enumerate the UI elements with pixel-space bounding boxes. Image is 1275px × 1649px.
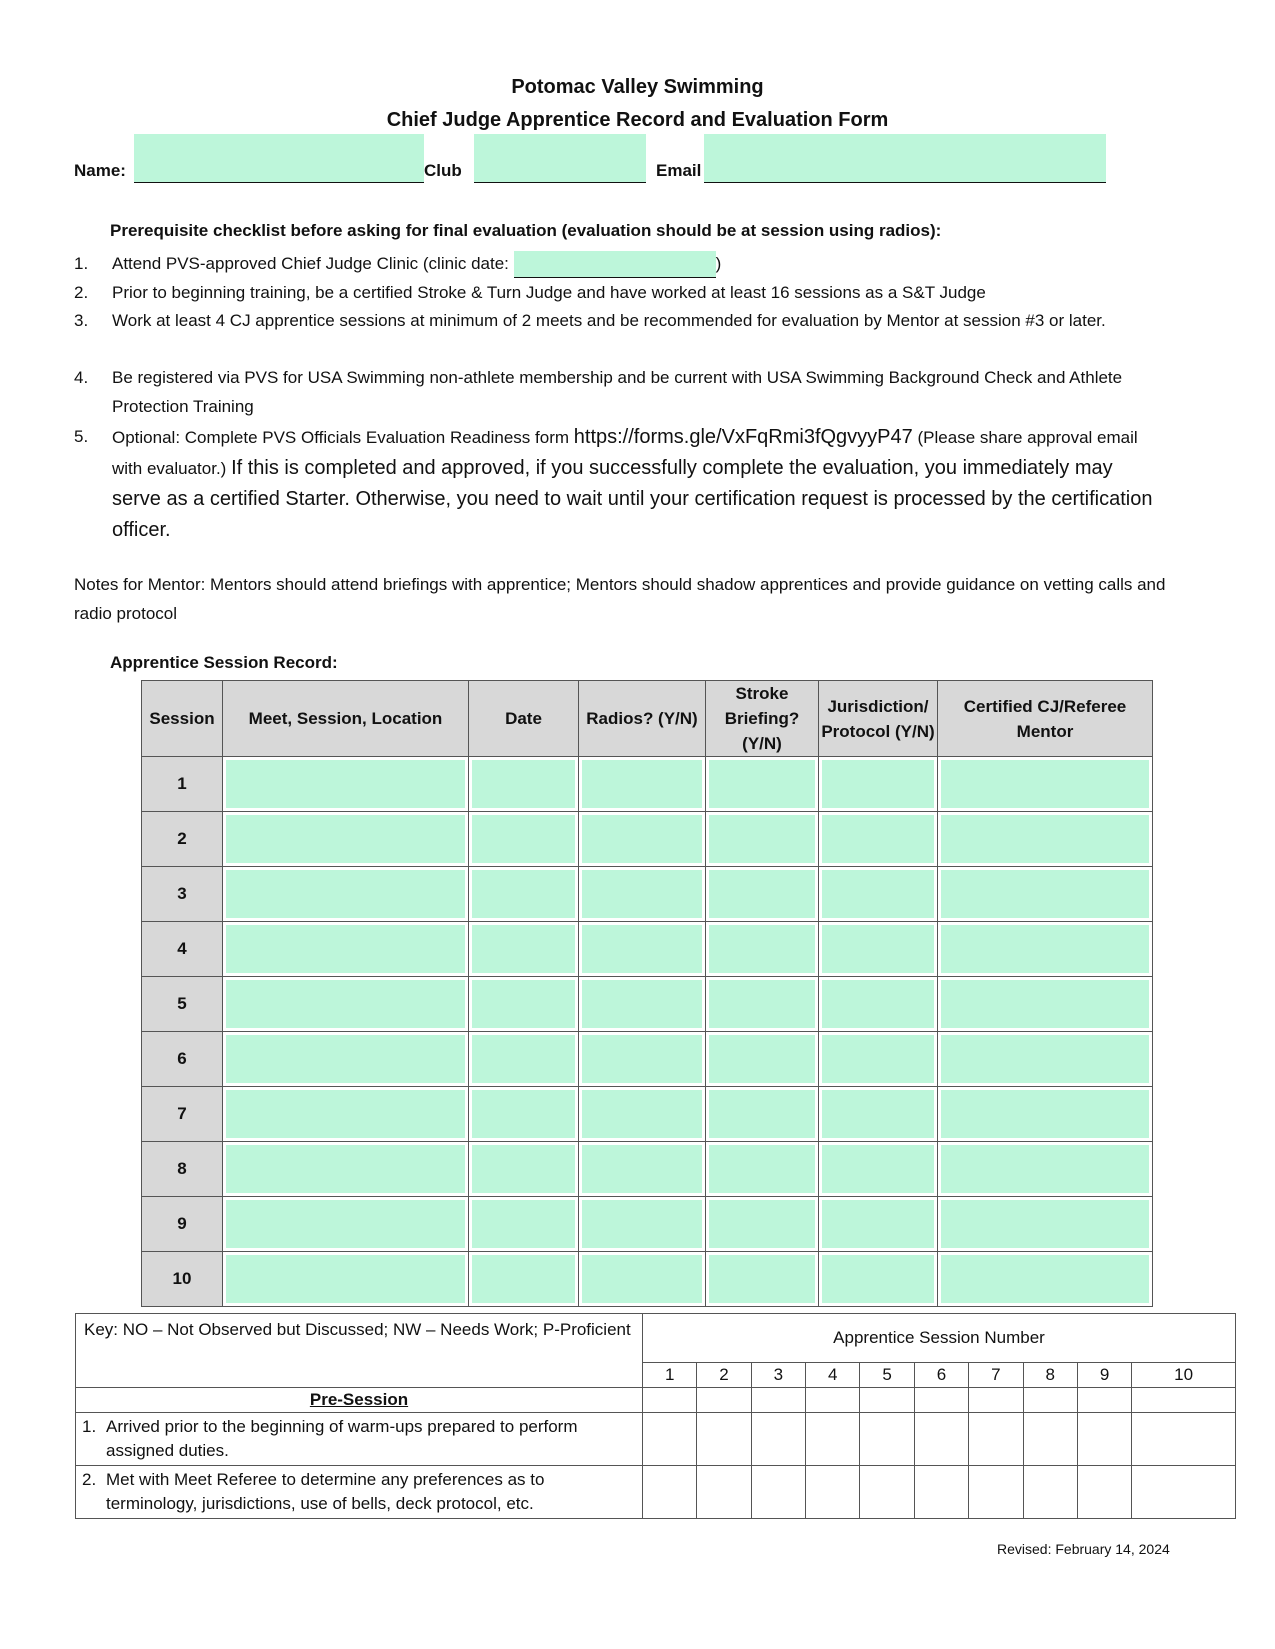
- session-date-cell: [469, 977, 579, 1032]
- prereq-num-2: 2.: [74, 283, 89, 302]
- session-stroke-briefing-cell: [706, 1032, 819, 1087]
- clinic-date-close: ): [715, 254, 722, 273]
- eval-score-cell: [1132, 1413, 1236, 1466]
- section-row: [76, 1388, 1236, 1413]
- session-meet-cell: [223, 812, 469, 867]
- session-mentor-field[interactable]: [941, 1200, 1149, 1248]
- session-stroke-briefing-field[interactable]: [709, 925, 815, 973]
- session-date-field[interactable]: [472, 815, 575, 863]
- session-jurisdiction-field[interactable]: [822, 1255, 934, 1303]
- session-radios-field[interactable]: [582, 815, 702, 863]
- mentor-notes: Notes for Mentor: Mentors should attend briefings with apprentice; Mentors should shadow apprentices and provide guidance on vetting calls and radio protocol: [74, 575, 1166, 623]
- session-record-heading: Apprentice Session Record:: [110, 653, 338, 672]
- session-number: 10: [142, 1252, 223, 1307]
- session-date-field[interactable]: [472, 1090, 575, 1138]
- session-number-header: 8: [1023, 1363, 1077, 1388]
- session-radios-field[interactable]: [582, 760, 702, 808]
- session-meet-field[interactable]: [226, 1200, 465, 1248]
- col-session: Session: [142, 681, 223, 757]
- session-date-field[interactable]: [472, 925, 575, 973]
- eval-score-cell: [1023, 1466, 1077, 1519]
- session-jurisdiction-cell: [819, 1142, 938, 1197]
- session-number-header: 2: [697, 1363, 751, 1388]
- session-stroke-briefing-cell: [706, 922, 819, 977]
- session-stroke-briefing-field[interactable]: [709, 1035, 815, 1083]
- session-meet-cell: [223, 1197, 469, 1252]
- eval-score-cell: [806, 1413, 860, 1466]
- eval-score-cell: [1077, 1466, 1131, 1519]
- session-date-field[interactable]: [472, 760, 575, 808]
- session-row: [142, 1252, 1153, 1307]
- session-row: [142, 1032, 1153, 1087]
- eval-score-cell: [1077, 1413, 1131, 1466]
- session-radios-field[interactable]: [582, 1200, 702, 1248]
- session-mentor-cell: [938, 1252, 1153, 1307]
- session-stroke-briefing-field[interactable]: [709, 870, 815, 918]
- session-date-cell: [469, 922, 579, 977]
- eval-score-cell: [643, 1413, 697, 1466]
- session-radios-field[interactable]: [582, 925, 702, 973]
- eval-item-text: Arrived prior to the beginning of warm-ups prepared to perform assigned duties.: [106, 1417, 578, 1460]
- session-stroke-briefing-field[interactable]: [709, 980, 815, 1028]
- session-date-field[interactable]: [472, 1035, 575, 1083]
- readiness-form-link[interactable]: https://forms.gle/VxFqRmi3fQgvyyP47: [573, 426, 913, 448]
- prereq-item-3: Work at least 4 CJ apprentice sessions at minimum of 2 meets and be recommended for evaluation by Mentor at session #3 or later.: [112, 311, 1106, 330]
- session-radios-cell: [579, 1252, 706, 1307]
- email-label: Email: [656, 161, 702, 180]
- session-jurisdiction-cell: [819, 922, 938, 977]
- session-jurisdiction-field[interactable]: [822, 815, 934, 863]
- prereq-starter-note: If this is completed and approved, if you successfully complete the evaluation, you immediately may serve as a certified Starter. Otherwise, you need to wait until your certification request is processed by the certification officer.: [112, 457, 1153, 541]
- session-row: [142, 1142, 1153, 1197]
- session-number-header: 1: [643, 1363, 697, 1388]
- session-meet-field[interactable]: [226, 1145, 465, 1193]
- eval-score-cell: [969, 1466, 1023, 1519]
- session-number-title: Apprentice Session Number: [643, 1314, 1236, 1363]
- session-stroke-briefing-field[interactable]: [709, 1090, 815, 1138]
- eval-item-number: 1.: [82, 1417, 97, 1436]
- session-number-header: 5: [860, 1363, 914, 1388]
- session-mentor-cell: [938, 812, 1153, 867]
- session-date-cell: [469, 757, 579, 812]
- session-stroke-briefing-cell: [706, 812, 819, 867]
- eval-score-cell: [914, 1413, 968, 1466]
- session-date-cell: [469, 812, 579, 867]
- eval-score-cell: [860, 1466, 914, 1519]
- session-row: [142, 977, 1153, 1032]
- session-radios-cell: [579, 812, 706, 867]
- session-stroke-briefing-cell: [706, 1197, 819, 1252]
- session-meet-cell: [223, 922, 469, 977]
- session-mentor-cell: [938, 1197, 1153, 1252]
- session-jurisdiction-field[interactable]: [822, 760, 934, 808]
- session-mentor-field[interactable]: [941, 1145, 1149, 1193]
- session-stroke-briefing-field[interactable]: [709, 1145, 815, 1193]
- section-score-cell: [697, 1388, 751, 1413]
- session-jurisdiction-cell: [819, 812, 938, 867]
- eval-score-cell: [643, 1466, 697, 1519]
- session-number: 9: [142, 1197, 223, 1252]
- eval-score-cell: [1132, 1466, 1236, 1519]
- prereq-share-note: (Please share approval email with evaluator.): [112, 428, 1138, 478]
- session-row: [142, 812, 1153, 867]
- session-meet-field[interactable]: [226, 1090, 465, 1138]
- col-mentor: Certified CJ/Referee Mentor: [938, 681, 1153, 757]
- session-mentor-field[interactable]: [941, 980, 1149, 1028]
- session-date-field[interactable]: [472, 1200, 575, 1248]
- col-jurisdiction: Jurisdiction/ Protocol (Y/N): [819, 681, 938, 757]
- session-mentor-field[interactable]: [941, 1255, 1149, 1303]
- session-date-cell: [469, 1032, 579, 1087]
- session-meet-cell: [223, 1142, 469, 1197]
- form-title: Chief Judge Apprentice Record and Evaluation Form: [386, 109, 889, 131]
- session-number-header: 3: [751, 1363, 805, 1388]
- session-date-field[interactable]: [472, 870, 575, 918]
- session-meet-field[interactable]: [226, 1255, 465, 1303]
- eval-score-cell: [914, 1466, 968, 1519]
- session-number-header: 4: [806, 1363, 860, 1388]
- session-meet-field[interactable]: [226, 1035, 465, 1083]
- session-mentor-field[interactable]: [941, 760, 1149, 808]
- session-row: [142, 867, 1153, 922]
- session-stroke-briefing-field[interactable]: [709, 760, 815, 808]
- session-date-cell: [469, 1197, 579, 1252]
- session-number: 7: [142, 1087, 223, 1142]
- eval-score-cell: [806, 1466, 860, 1519]
- session-row: [142, 1197, 1153, 1252]
- eval-item: [76, 1413, 643, 1466]
- session-meet-cell: [223, 1087, 469, 1142]
- session-jurisdiction-cell: [819, 867, 938, 922]
- col-date: Date: [469, 681, 579, 757]
- session-jurisdiction-cell: [819, 977, 938, 1032]
- session-jurisdiction-field[interactable]: [822, 1035, 934, 1083]
- session-mentor-cell: [938, 867, 1153, 922]
- eval-score-cell: [751, 1466, 805, 1519]
- session-mentor-field[interactable]: [941, 870, 1149, 918]
- session-radios-cell: [579, 1087, 706, 1142]
- session-mentor-cell: [938, 1032, 1153, 1087]
- session-meet-field[interactable]: [226, 925, 465, 973]
- eval-item-row: [76, 1466, 1236, 1519]
- session-stroke-briefing-cell: [706, 757, 819, 812]
- session-row: [142, 1087, 1153, 1142]
- session-jurisdiction-field[interactable]: [822, 1200, 934, 1248]
- session-meet-cell: [223, 1032, 469, 1087]
- section-score-cell: [806, 1388, 860, 1413]
- col-stroke-briefing: Stroke Briefing? (Y/N): [706, 681, 819, 757]
- col-meet: Meet, Session, Location: [223, 681, 469, 757]
- name-label: Name:: [74, 161, 126, 180]
- club-label: Club: [424, 161, 462, 180]
- name-field[interactable]: [134, 134, 424, 183]
- session-radios-field[interactable]: [582, 1145, 702, 1193]
- session-meet-cell: [223, 1252, 469, 1307]
- session-number-header: 10: [1132, 1363, 1236, 1388]
- clinic-date-field[interactable]: [514, 251, 716, 278]
- col-radios: Radios? (Y/N): [579, 681, 706, 757]
- section-score-cell: [969, 1388, 1023, 1413]
- session-stroke-briefing-cell: [706, 1252, 819, 1307]
- section-pre-session: Pre-Session: [76, 1388, 643, 1413]
- session-radios-field[interactable]: [582, 980, 702, 1028]
- session-number: 4: [142, 922, 223, 977]
- session-radios-cell: [579, 1142, 706, 1197]
- session-radios-field[interactable]: [582, 1255, 702, 1303]
- session-stroke-briefing-cell: [706, 867, 819, 922]
- revised-date: Revised: February 14, 2024: [997, 1541, 1170, 1557]
- session-jurisdiction-field[interactable]: [822, 1145, 934, 1193]
- session-date-field[interactable]: [472, 1145, 575, 1193]
- org-title: Potomac Valley Swimming: [511, 76, 764, 98]
- session-date-cell: [469, 1142, 579, 1197]
- session-header-row: [142, 681, 1153, 757]
- session-radios-field[interactable]: [582, 870, 702, 918]
- session-row: [142, 757, 1153, 812]
- session-meet-field[interactable]: [226, 870, 465, 918]
- session-stroke-briefing-field[interactable]: [709, 1255, 815, 1303]
- session-stroke-briefing-field[interactable]: [709, 1200, 815, 1248]
- session-radios-cell: [579, 922, 706, 977]
- session-meet-cell: [223, 757, 469, 812]
- session-radios-cell: [579, 1197, 706, 1252]
- section-score-cell: [860, 1388, 914, 1413]
- prereq-heading: Prerequisite checklist before asking for final evaluation (evaluation should be at session using radios):: [110, 221, 942, 240]
- eval-score-cell: [751, 1413, 805, 1466]
- session-mentor-cell: [938, 1142, 1153, 1197]
- eval-key-row: [76, 1314, 1236, 1363]
- session-meet-field[interactable]: [226, 815, 465, 863]
- session-mentor-field[interactable]: [941, 925, 1149, 973]
- session-number: 3: [142, 867, 223, 922]
- session-number: 8: [142, 1142, 223, 1197]
- session-radios-cell: [579, 977, 706, 1032]
- session-number: 5: [142, 977, 223, 1032]
- session-jurisdiction-field[interactable]: [822, 925, 934, 973]
- section-score-cell: [751, 1388, 805, 1413]
- session-radios-cell: [579, 757, 706, 812]
- evaluation-key: Key: NO – Not Observed but Discussed; NW – Needs Work; P-Proficient: [76, 1314, 643, 1388]
- session-record-table: [141, 680, 1153, 1307]
- session-date-cell: [469, 1252, 579, 1307]
- prereq-item-1: [112, 249, 1192, 278]
- session-number-header: 7: [969, 1363, 1023, 1388]
- session-meet-field[interactable]: [226, 980, 465, 1028]
- eval-score-cell: [860, 1413, 914, 1466]
- eval-item: [76, 1466, 643, 1519]
- eval-score-cell: [697, 1466, 751, 1519]
- session-mentor-field[interactable]: [941, 815, 1149, 863]
- eval-item-number: 2.: [82, 1470, 97, 1489]
- eval-item-text: Met with Meet Referee to determine any preferences as to terminology, jurisdictions, use of bells, deck protocol, etc.: [106, 1470, 545, 1513]
- section-score-cell: [1023, 1388, 1077, 1413]
- prereq-item-4: Be registered via PVS for USA Swimming non-athlete membership and be current with USA Swimming Background Check and Athlete Protection Training: [112, 368, 1123, 416]
- session-stroke-briefing-cell: [706, 1087, 819, 1142]
- session-number: 1: [142, 757, 223, 812]
- session-mentor-cell: [938, 977, 1153, 1032]
- evaluation-table: [75, 1313, 1236, 1519]
- session-number: 6: [142, 1032, 223, 1087]
- prereq-num-4: 4.: [74, 368, 89, 387]
- session-stroke-briefing-cell: [706, 1142, 819, 1197]
- session-jurisdiction-field[interactable]: [822, 980, 934, 1028]
- session-jurisdiction-field[interactable]: [822, 870, 934, 918]
- eval-item-row: [76, 1413, 1236, 1466]
- session-jurisdiction-cell: [819, 757, 938, 812]
- eval-score-cell: [969, 1413, 1023, 1466]
- prereq-text-1: Attend PVS-approved Chief Judge Clinic (clinic date:: [112, 254, 509, 273]
- section-score-cell: [1132, 1388, 1236, 1413]
- session-number-header: 6: [914, 1363, 968, 1388]
- session-date-field[interactable]: [472, 1255, 575, 1303]
- session-number: 2: [142, 812, 223, 867]
- session-meet-cell: [223, 867, 469, 922]
- session-mentor-cell: [938, 1087, 1153, 1142]
- prereq-num-3: 3.: [74, 311, 89, 330]
- session-jurisdiction-cell: [819, 1197, 938, 1252]
- prereq-text-5: Optional: Complete PVS Officials Evaluation Readiness form: [112, 428, 570, 447]
- prereq-num-1: 1.: [74, 254, 89, 273]
- prereq-item-5: [112, 422, 1162, 546]
- session-number-header: 9: [1077, 1363, 1131, 1388]
- section-score-cell: [1077, 1388, 1131, 1413]
- session-mentor-field[interactable]: [941, 1035, 1149, 1083]
- eval-score-cell: [697, 1413, 751, 1466]
- session-date-cell: [469, 1087, 579, 1142]
- club-field[interactable]: [474, 134, 646, 183]
- session-radios-field[interactable]: [582, 1090, 702, 1138]
- session-jurisdiction-field[interactable]: [822, 1090, 934, 1138]
- session-radios-cell: [579, 1032, 706, 1087]
- session-mentor-field[interactable]: [941, 1090, 1149, 1138]
- section-score-cell: [643, 1388, 697, 1413]
- prereq-num-5: 5.: [74, 427, 89, 446]
- session-jurisdiction-cell: [819, 1252, 938, 1307]
- section-score-cell: [914, 1388, 968, 1413]
- session-meet-cell: [223, 977, 469, 1032]
- prereq-item-2: Prior to beginning training, be a certified Stroke & Turn Judge and have worked at least 16 sessions as a S&T Judge: [112, 283, 986, 302]
- session-stroke-briefing-field[interactable]: [709, 815, 815, 863]
- session-radios-field[interactable]: [582, 1035, 702, 1083]
- session-date-cell: [469, 867, 579, 922]
- session-stroke-briefing-cell: [706, 977, 819, 1032]
- session-jurisdiction-cell: [819, 1087, 938, 1142]
- session-mentor-cell: [938, 922, 1153, 977]
- eval-score-cell: [1023, 1413, 1077, 1466]
- session-radios-cell: [579, 867, 706, 922]
- session-mentor-cell: [938, 757, 1153, 812]
- session-row: [142, 922, 1153, 977]
- session-jurisdiction-cell: [819, 1032, 938, 1087]
- session-meet-field[interactable]: [226, 760, 465, 808]
- session-date-field[interactable]: [472, 980, 575, 1028]
- email-field[interactable]: [704, 134, 1106, 183]
